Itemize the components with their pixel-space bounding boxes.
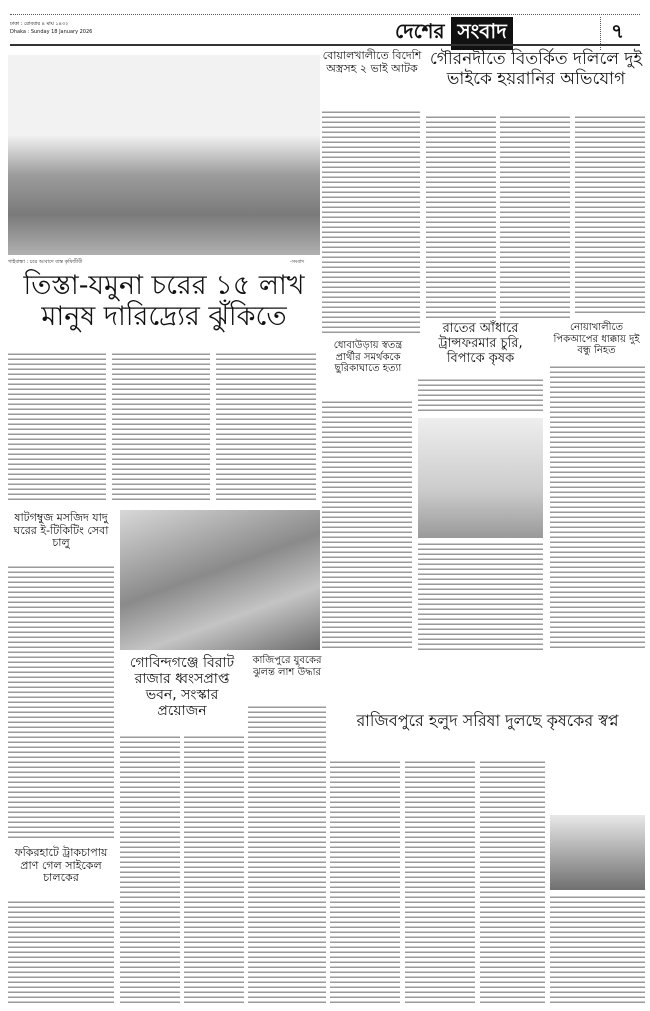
ruins-photo (120, 510, 320, 650)
headline-kazipur: কাজিপুরে যুবকের ঝুলন্ত লাশ উদ্ধার (252, 655, 322, 678)
gobindaganj-body-col2 (184, 735, 244, 1005)
boalkhali-body (322, 110, 420, 335)
rajibpur-body-col4 (550, 895, 645, 1005)
header-rule (10, 44, 640, 46)
page-number: ৭ (600, 17, 639, 50)
rajibpur-body-col2 (405, 760, 475, 1005)
transformer-body-top (418, 378, 543, 414)
gouronodi-body-col2 (500, 115, 570, 320)
transformer-body (418, 542, 543, 652)
photo-caption: গাইবান্ধা : চরে আবাদে ব্যস্ত কৃষিজীবী (8, 259, 83, 265)
gobindaganj-body-col1 (120, 735, 180, 1005)
headline-gouronodi: গৌরনদীতে বিতর্কিত দলিলে দুই ভাইকে হয়রানির অভিযোগ (429, 49, 643, 89)
rajibpur-body-col1 (330, 760, 400, 1005)
headline-boalkhali: বোয়ালখালীতে বিদেশি অস্ত্রসহ ২ ভাই আটক (322, 49, 422, 75)
headline-fakirhat: ফকিরহাটে ট্রাকচাপায় প্রাণ গেল সাইকেল চালকের (14, 846, 108, 885)
mustard-field-photo (550, 815, 645, 890)
tista-body-col2 (112, 352, 210, 502)
photo-credit: -সংবাদ (290, 259, 305, 265)
section-title-part2: সংবাদ (451, 17, 512, 50)
headline-dhobaura: ধোবাউড়ায় স্বতন্ত্র প্রার্থীর সমর্থককে ছুরিকাঘাতে হত্যা (333, 340, 403, 374)
kazipur-body (248, 705, 326, 1005)
headline-shatgambuj: ষাটগম্বুজ মসজিদ যাদু ঘরের ই-টিকিটিং সেবা চালু (13, 511, 109, 550)
fakirhat-body (8, 900, 114, 1005)
headline-rajibpur: রাজিবপুরে হলুদ সরিষা দুলছে কৃষকের স্বপ্ন (356, 711, 619, 730)
tista-body-col3 (216, 352, 316, 502)
shatgambuj-body (8, 565, 114, 840)
headline-tista: তিস্তা-যমুনা চরের ১৫ লাখ মানুষ দারিদ্র্যের ঝুঁকিতে (23, 270, 305, 333)
masthead (10, 14, 640, 45)
gouronodi-body-col3 (575, 115, 645, 315)
noakhali-body (550, 365, 645, 650)
headline-noakhali: নোয়াখালীতে পিকআপের ধাক্কায় দুই বন্ধু নিহত (553, 322, 640, 356)
tista-body-col1 (8, 352, 106, 502)
date-en: Dhaka : Sunday 18 January 2026 (10, 29, 93, 35)
gouronodi-body-col1 (426, 115, 496, 320)
date-bn: ঢাকা : রোববার ৪ মাঘ ১৪৩২ (10, 21, 69, 27)
transformer-photo (418, 418, 543, 538)
farmers-photo (8, 55, 320, 255)
headline-transformer: রাতের আঁধারে ট্রান্সফরমার চুরি, বিপাকে কৃষক (438, 321, 523, 366)
section-title-part1: দেশের (395, 19, 445, 43)
dhobaura-body (322, 400, 412, 650)
rajibpur-body-col3 (480, 760, 545, 1005)
headline-gobindaganj: গোবিন্দগঞ্জে বিরাট রাজার ধ্বংসপ্রাপ্ত ভবন, সংস্কার প্রয়োজন (129, 655, 235, 720)
